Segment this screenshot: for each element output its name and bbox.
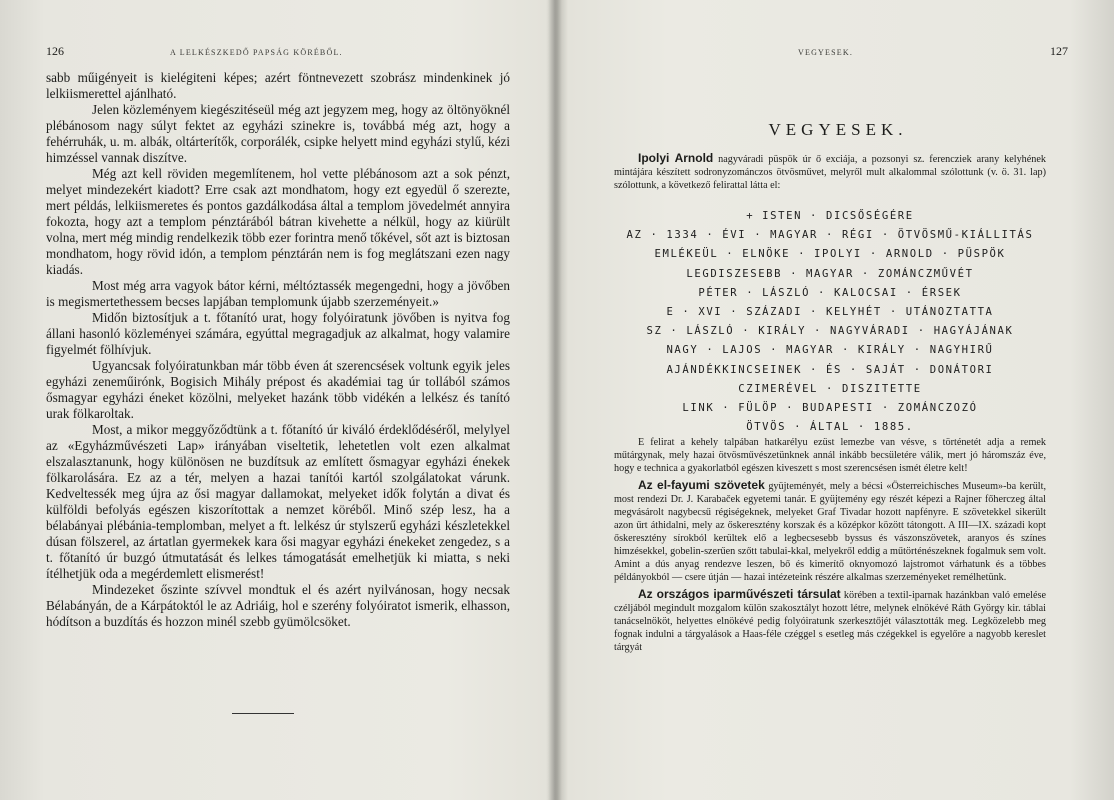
- right-page-number: 127: [1050, 44, 1068, 58]
- inscription-line: ÖTVÖS · ÁLTAL · 1885.: [746, 421, 914, 434]
- inscription-line: + ISTEN · DICSŐSÉGÉRE: [746, 210, 914, 222]
- left-paragraph: Ugyancsak folyóiratunkban már több éven át szerencsések voltunk egyik jeles egyházi zeneműirónk, Bogisich Mihály prépost és akadémiai tag úr tollából számos ősmagyar egyházi éneket közölni, melyeket hazánk több vidékén a lelkész és tanító urak fölkaroltak.: [46, 358, 510, 421]
- left-paragraph: Mindezeket őszinte szívvel mondtuk el és azért nyilvánosan, hogy necsak Bélabányán, de a Kárpátoktól le az Adriáig, hol e szerény folyóiratot ismerik, elhasson, hódítson a buzdítás és hozzon minél szebb gyümölcsöket.: [46, 582, 510, 629]
- end-rule: [232, 713, 294, 714]
- inscription-line: AZ · 1334 · ÉVI · MAGYAR · RÉGI · ÖTVÖSMŰ-KIÁLLITÁS: [626, 229, 1034, 242]
- left-paragraph: Még azt kell röviden megemlítenem, hol vette plébánosom azt a sok pénzt, melyet mindezekért kiadott? Erre csak azt mondhatom, hogy ezt egyedül ő szerezte, mert példás, lelkiismeretes és pontos gazdálkodása által a templom jövedelmét annyira fokozta, hogy azt a templom pénztárából bátran kivehette a nélkül, hogy az kiürült volna, mert még mindig rendelkezik több ezer forintra menő tőkével, sőt azt is biztosan mondhatom, hogy rövid idón, a templom pénztárán nem is fog meglátszani ezen nagy kiadás.: [46, 166, 510, 277]
- society-text: körében a textil-iparnak hazánkban való emelése czéljából megindult mozgalom külön szakosztályt hozott létre, melynek elnökévé Ráth György kir. táblai tanácselnököt, helyettes elnökévé pedig folyóiratunk szerkesztőjét választották meg. Legközelebb meg fognak indulni a tárgyalások a Haas-féle czéggel s esetleg más czégekkel is egyelőre a nagyobb kereslet tárgyát: [614, 590, 1046, 653]
- intro-lead: Ipolyi Arnold: [638, 151, 714, 165]
- section-title: VEGYESEK.: [768, 120, 908, 139]
- inscription-line: SZ · LÁSZLÓ · KIRÁLY · NAGYVÁRADI · HAGYÁJÁNAK: [646, 325, 1014, 338]
- society-lead: Az országos iparművészeti társulat: [638, 587, 841, 601]
- left-page: [0, 0, 556, 800]
- inscription-line: CZIMERÉVEL · DISZITETTE: [738, 382, 922, 395]
- intro-text: nagyváradi püspök úr ő exciája, a pozsonyi sz. ferencziek arany kelyhének mintájára készített sodronyzománczos ötvösművet, melyről mult alkalommal szólottunk (v. ö. 31. lap) szólottunk, a következő felirattal látta el:: [614, 154, 1046, 191]
- inscription-line: EMLÉKEÜL · ELNÖKE · IPOLYI · ARNOLD · PÜSPÖK: [654, 248, 1006, 261]
- left-running-head: A LELKÉSZKEDŐ PAPSÁG KÖRÉBŐL.: [170, 48, 343, 57]
- chalice-inscription: [614, 207, 1046, 437]
- left-paragraph: Jelen közleményem kiegészitéseül még azt jegyzem meg, hogy az öltönyöknél plébánosom nagy súlyt fektet az egyházi szinekre is, továbbá még azt, hogy a fehérruhák, u. m. albák, oltárterítők, corporálék, csipke helyett mind egyházi stylű, kézi himzéssel vannak diszítve.: [46, 102, 510, 165]
- left-paragraph: sabb műigényeit is kielégiteni képes; azért föntnevezett szobrász mindenkinek jó lelkiismerettel ajánlható.: [46, 70, 510, 101]
- inscription-line: LINK · FÜLÖP · BUDAPESTI · ZOMÁNCZOZÓ: [682, 402, 978, 415]
- left-paragraph: Most még arra vagyok bátor kérni, méltóztassék megengedni, hogy a jövőben is megismertethessem becses lapjában templomunk újabb szerzeményeit.»: [46, 278, 510, 309]
- fayum-text: gyüjteményét, mely a bécsi «Österreichisches Museum»-ba került, most rendezi Dr. J. Karabaček egyetemi tanár. E gyüjtemény egy részét képezi a Rajner főherczeg által megvásárolt nagybecsű régiségeknek, melyeket Graf Tivadar hozott napfényre. E szövetekkel sikerült azon űrt áthidalni, mely az őskeresztény korszak és a középkor között tátongott. A III—IX. századi kopt őskeresztény sírokból kerültek elő a legbecsesebb byssus és vászonszövetek, aranyos és színes himzésekkel, gobelin-szerűen szőtt tabulai-kkal, melyekről eddig a műtörténészeknek fogalmuk sem volt. Amint a dús anyag rendezve leszen, bő és kimerítő oknyomozó lajstromot várhatunk és a többes példányokból — csere útján — hazai intézeteink részére alkalmas szerzeményeket remélhetünk.: [614, 481, 1046, 583]
- inscription-line: LEGDISZESEBB · MAGYAR · ZOMÁNCZMŰVÉT: [686, 267, 974, 280]
- inscription-line: E · XVI · SZÁZADI · KELYHÉT · UTÁNOZTATTA: [666, 306, 994, 319]
- inscription-line: NAGY · LAJOS · MAGYAR · KIRÁLY · NAGYHIRŰ: [666, 344, 994, 357]
- inscription-line: AJÁNDÉKKINCSEINEK · ÉS · SAJÁT · DONÁTORI: [666, 363, 994, 376]
- left-page-number: 126: [46, 44, 64, 58]
- right-running-head: VEGYESEK.: [798, 48, 854, 57]
- right-page-body: [614, 436, 1046, 654]
- fayum-lead: Az el-fayumi szövetek: [638, 478, 765, 492]
- society-paragraph: [614, 588, 1046, 654]
- intro-paragraph: [614, 152, 1046, 192]
- left-paragraph: Most, a mikor meggyőződtünk a t. főtanító úr kiváló érdeklődéséről, melylyel az «Egyházművészeti Lap» irányában viseltetik, lehetetlen volt ezen alkalmat elszalasztanunk, hogy különösen ne buzdítsuk az említett ősmagyar egyházi énekek fölkarolására. Ez az a tér, melyen a hazai tanítói kartól szolgálatokat várunk. Kedveltessék meg újra az ősi magyar dallamokat, melyeket idők folytán a divat és külföldi befolyás egészen kiszorítottak a nemzet köréből. Minő szép lesz, ha a bélabányai plébánia-templomban, melyet a ft. lelkész úr stylszerű egyházi készletekkel dúsan fölszerel, az ártatlan gyermekek kara ősi magyar egyházi énekeket zengedez, s a t. főtanító úr buzgó útmutatását és lelkes támogatását emelhetjük ki miatta, s neki ítélhetjük oda a megérdemlett elismerést!: [46, 422, 510, 581]
- inscription-note: E felirat a kehely talpában hatkarélyu ezüst lemezbe van vésve, s történetét adja a remek műtárgynak, mely hazai ötvösművészetünknek annál inkább becsületére válik, mert jó háromszáz éve, hogy e technica a gyakorlatból egészen kiveszett s most szerencsésen ismét életre kelt!: [614, 437, 1046, 474]
- inscription-line: PÉTER · LÁSZLÓ · KALOCSAI · ÉRSEK: [698, 286, 962, 299]
- left-page-body: [46, 70, 510, 630]
- left-paragraph: Midőn biztosítjuk a t. főtanító urat, hogy folyóiratunk jövőben is nyitva fog állani hasonló közleményei számára, egyúttal megragadjuk az alkalmat, hogy valamire figyelmét fölhívjuk.: [46, 310, 510, 357]
- fayum-paragraph: [614, 479, 1046, 584]
- right-page: [558, 0, 1114, 800]
